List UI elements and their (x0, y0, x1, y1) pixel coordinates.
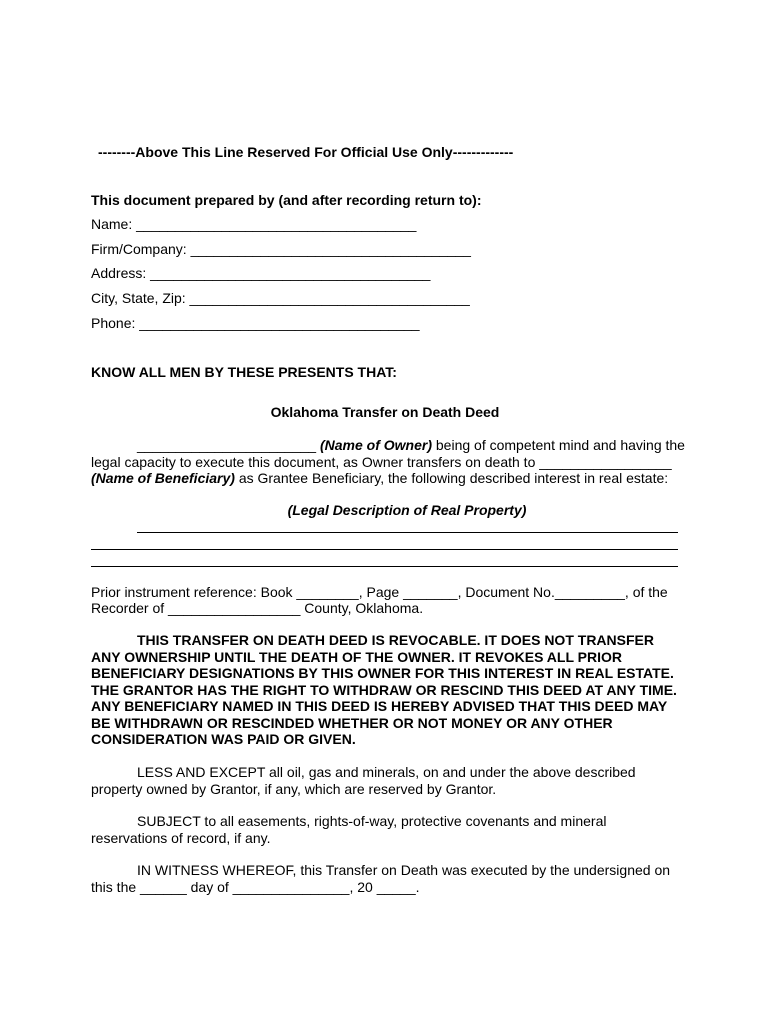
owner-name-blank: _______________________ (137, 437, 317, 453)
owner-text-1: being of competent mind and having the (432, 437, 685, 453)
owner-text-3: as Grantee Beneficiary, the following described interest in real estate: (234, 470, 669, 486)
preparer-address-field: Address: ____________________________________ (91, 265, 431, 281)
legal-description-line-3 (91, 566, 678, 567)
preparer-phone-field: Phone: ____________________________________ (91, 315, 420, 331)
preparer-city-field: City, State, Zip: ____________________________________ (91, 290, 470, 306)
legal-description-label: (Legal Description of Real Property) (287, 502, 527, 518)
witness-paragraph (91, 862, 676, 896)
owner-name-label: (Name of Owner) (319, 437, 432, 453)
owner-line-1 (91, 437, 685, 454)
prior-instrument-line-2: Recorder of _________________ County, Oklahoma. (91, 600, 424, 616)
witness-text: IN WITNESS WHEREOF, this Transfer on Death was executed by the undersigned on this the ______ day of _______________, 20 _____. (91, 862, 671, 895)
less-and-except-paragraph (91, 764, 646, 798)
less-and-except-text: LESS AND EXCEPT all oil, gas and minerals, on and under the above described property owned by Grantor, if any, which are reserved by Grantor. (91, 764, 636, 797)
subject-to-text: SUBJECT to all easements, rights-of-way, protective covenants and mineral reservations of record, if any. (91, 813, 607, 846)
owner-line-3 (91, 470, 668, 487)
legal-description-line-2 (91, 549, 678, 550)
revocable-notice (91, 632, 681, 748)
official-use-line: --------Above This Line Reserved For Official Use Only------------- (98, 144, 514, 160)
subject-to-paragraph (91, 813, 631, 847)
preparer-heading: This document prepared by (and after recording return to): (91, 192, 482, 208)
preparer-firm-field: Firm/Company: ____________________________________ (91, 241, 471, 257)
deed-title: Oklahoma Transfer on Death Deed (270, 404, 500, 420)
owner-line-2: legal capacity to execute this document, as Owner transfers on death to _________________ (91, 454, 672, 470)
legal-description-line-1 (137, 532, 678, 533)
know-all-heading: KNOW ALL MEN BY THESE PRESENTS THAT: (91, 364, 397, 380)
preparer-name-field: Name: ____________________________________ (91, 216, 417, 232)
revocable-notice-text: THIS TRANSFER ON DEATH DEED IS REVOCABLE. IT DOES NOT TRANSFER ANY OWNERSHIP UNTIL THE DEATH OF THE OWNER. IT REVOKES ALL PRIOR BENEFICIARY DESIGNATIONS BY THIS OWNER FOR THIS INTEREST IN REAL ESTATE. THE GRANTOR HAS THE RIGHT TO WITHDRAW OR RESCIND THIS DEED AT ANY TIME. ANY BENEFICIARY NAMED IN THIS DEED IS HEREBY ADVISED THAT THIS DEED MAY BE WITHDRAWN OR RESCINDED WHETHER OR NOT MONEY OR ANY OTHER CONSIDERATION WAS PAID OR GIVEN. (91, 632, 677, 747)
beneficiary-name-label: (Name of Beneficiary) (91, 470, 235, 486)
prior-instrument-line-1: Prior instrument reference: Book ________, Page _______, Document No._________, of the (91, 584, 668, 600)
